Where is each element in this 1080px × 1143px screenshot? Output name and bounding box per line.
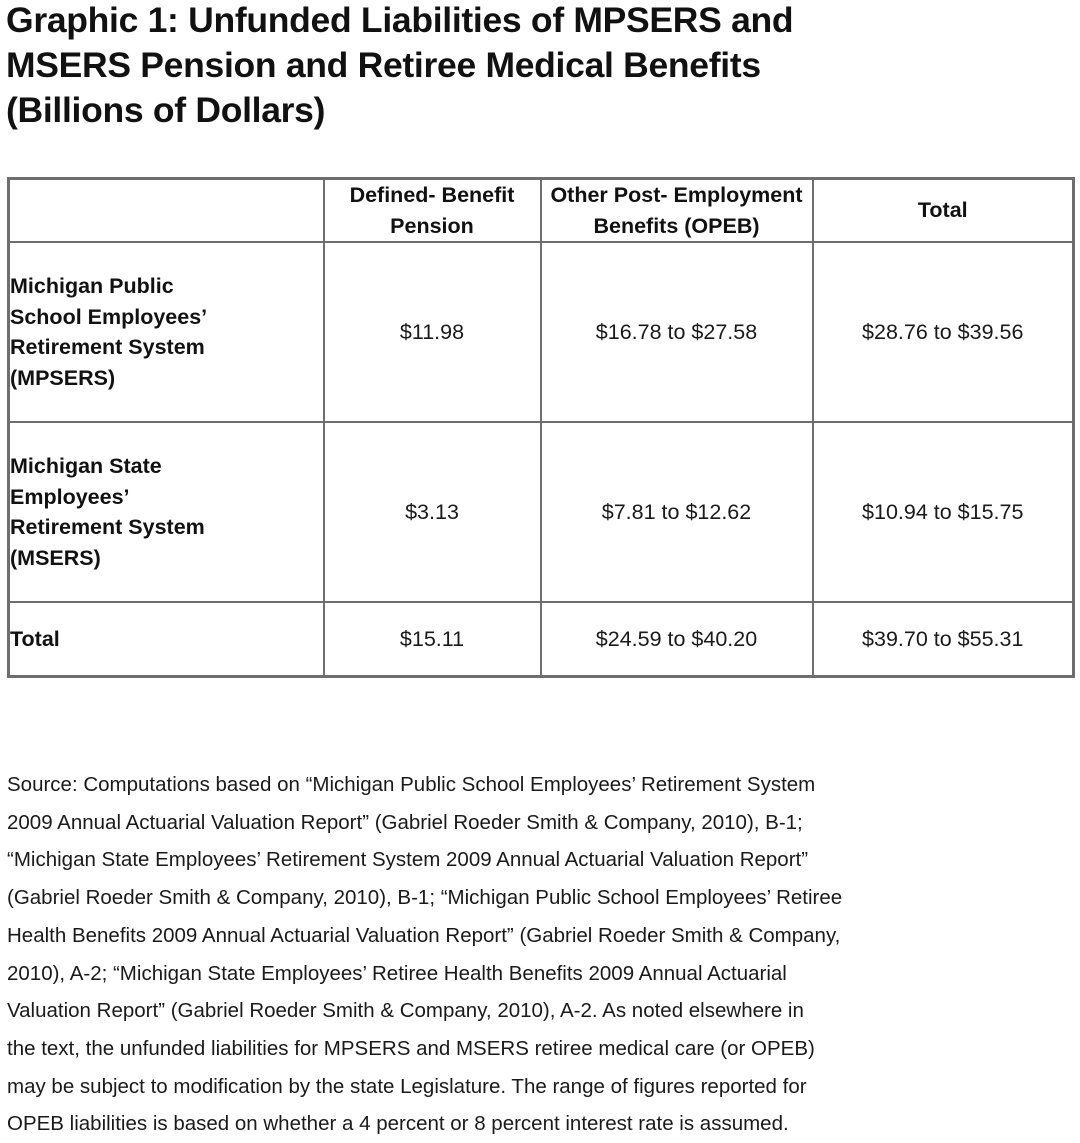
source-line-9: may be subject to modification by the state Legislature. The range of figures reported for	[7, 1074, 807, 1098]
header-db-line-3: Pension	[390, 213, 474, 238]
cell-total-opeb: $24.59 to $40.20	[541, 602, 813, 677]
source-line-8: the text, the unfunded liabilities for MPSERS and MSERS retiree medical care (or OPEB)	[7, 1036, 815, 1060]
table-total-row	[9, 602, 1074, 677]
header-opeb	[541, 179, 813, 243]
source-line-3: “Michigan State Employees’ Retirement System 2009 Annual Actuarial Valuation Report”	[7, 848, 809, 872]
title-line-1: Graphic 1: Unfunded Liabilities of MPSERS and	[6, 0, 794, 40]
header-db-line-2: Benefit	[441, 183, 515, 207]
row-label-msers-line-4: (MSERS)	[10, 545, 101, 570]
cell-mpsers-pension: $11.98	[324, 242, 541, 422]
row-label-msers-line-1: Michigan State	[10, 454, 162, 478]
table-row	[9, 422, 1074, 602]
source-line-1: Source: Computations based on “Michigan Public School Employees’ Retirement System	[7, 773, 816, 796]
liabilities-table-container	[7, 177, 1072, 678]
source-note	[7, 766, 1067, 1143]
row-label-mpsers-line-4: (MPSERS)	[10, 365, 116, 390]
source-line-4: (Gabriel Roeder Smith & Company, 2010), B-1; “Michigan Public School Employees’ Retiree	[7, 886, 843, 910]
row-label-mpsers-line-2: School Employees’	[10, 304, 208, 329]
row-label-mpsers-line-3: Retirement System	[10, 335, 205, 360]
header-opeb-line-2: Employment	[673, 183, 803, 207]
cell-msers-pension: $3.13	[324, 422, 541, 602]
row-label-msers-line-3: Retirement System	[10, 515, 205, 540]
header-opeb-line-1: Other Post-	[550, 183, 668, 207]
title-line-3: (Billions of Dollars)	[6, 90, 326, 131]
liabilities-table	[7, 177, 1075, 678]
source-line-5: Health Benefits 2009 Annual Actuarial Valuation Report” (Gabriel Roeder Smith & Company,	[7, 923, 841, 947]
cell-msers-opeb: $7.81 to $12.62	[541, 422, 813, 602]
header-defined-benefit-pension	[324, 179, 541, 243]
page-title	[6, 0, 1056, 133]
header-db-line-1: Defined-	[349, 183, 436, 207]
header-corner-blank	[9, 179, 324, 243]
header-opeb-line-3: Benefits (OPEB)	[593, 213, 760, 238]
row-label-mpsers-line-1: Michigan Public	[10, 274, 174, 298]
cell-total-total: $39.70 to $55.31	[813, 602, 1074, 677]
table-row	[9, 242, 1074, 422]
row-label-msers	[9, 422, 324, 602]
cell-mpsers-opeb: $16.78 to $27.58	[541, 242, 813, 422]
source-line-7: Valuation Report” (Gabriel Roeder Smith & Company, 2010), A-2. As noted elsewhere in	[7, 999, 804, 1023]
source-line-10: OPEB liabilities is based on whether a 4 percent or 8 percent interest rate is assumed.	[7, 1112, 789, 1136]
cell-total-pension: $15.11	[324, 602, 541, 677]
source-line-6: 2010), A-2; “Michigan State Employees’ Retiree Health Benefits 2009 Annual Actuarial	[7, 961, 787, 985]
title-line-2: MSERS Pension and Retiree Medical Benefits	[6, 45, 761, 86]
row-label-msers-line-2: Employees’	[10, 484, 130, 509]
header-total: Total	[813, 179, 1074, 243]
cell-msers-total: $10.94 to $15.75	[813, 422, 1074, 602]
table-header-row	[9, 179, 1074, 243]
source-line-2: 2009 Annual Actuarial Valuation Report” (Gabriel Roeder Smith & Company, 2010), B-1;	[7, 810, 803, 834]
row-label-total: Total	[9, 602, 324, 677]
row-label-mpsers	[9, 242, 324, 422]
cell-mpsers-total: $28.76 to $39.56	[813, 242, 1074, 422]
